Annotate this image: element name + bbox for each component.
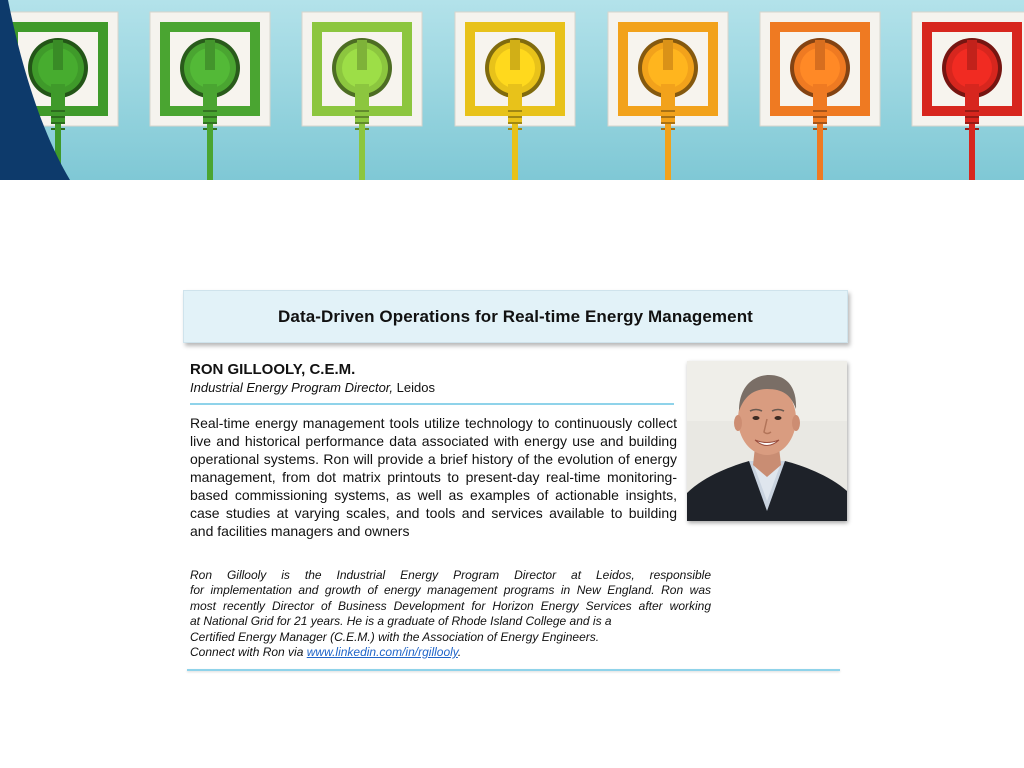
navy-swoosh-decoration — [0, 0, 80, 180]
bio-line: Certified Energy Manager (C.E.M.) with the Association of Energy Engineers. — [190, 629, 600, 644]
bio-line: for implementation and growth of energy management programs in New England. Ron was — [190, 583, 711, 598]
connect-prefix: Connect with Ron via — [190, 645, 307, 660]
session-title-box — [183, 290, 848, 343]
bio-line: at National Grid for 21 years. He is a graduate of Rhode Island College and is a — [190, 614, 612, 629]
speaker-role — [190, 380, 435, 395]
speaker-photo — [687, 361, 847, 521]
speaker-job-title: Industrial Energy Program Director, — [190, 380, 394, 395]
bio-line: Ron Gillooly is the Industrial Energy Program Director at Leidos, responsible — [190, 568, 711, 582]
bio-line: most recently Director of Business Development for Horizon Energy Services after working — [190, 598, 711, 613]
plug-outlets-illustration — [0, 0, 1024, 180]
header-banner-image — [0, 0, 1024, 180]
session-abstract: Real-time energy management tools utilize technology to continuously collect live and historical performance data associated with energy use and building operational systems. Ron will provide a brief history of the evolution of energy management, from dot matrix printouts to present-day real-time monitoring-based commissioning systems, as well as examples of actionable insights, case studies at varying scales, and tools and services available to building and facilities managers and owners — [190, 415, 677, 539]
linkedin-link[interactable]: www.linkedin.com/in/rgillooly — [306, 645, 458, 660]
bio-connect-line — [190, 645, 711, 660]
session-title: Data-Driven Operations for Real-time Energy Management — [278, 306, 753, 326]
speaker-organization: Leidos — [393, 380, 435, 395]
speaker-bio — [190, 568, 711, 660]
footer-divider-line — [187, 669, 840, 671]
speaker-name: RON GILLOOLY, C.E.M. — [190, 361, 356, 378]
connect-suffix: . — [457, 645, 462, 660]
divider-line — [190, 403, 674, 405]
